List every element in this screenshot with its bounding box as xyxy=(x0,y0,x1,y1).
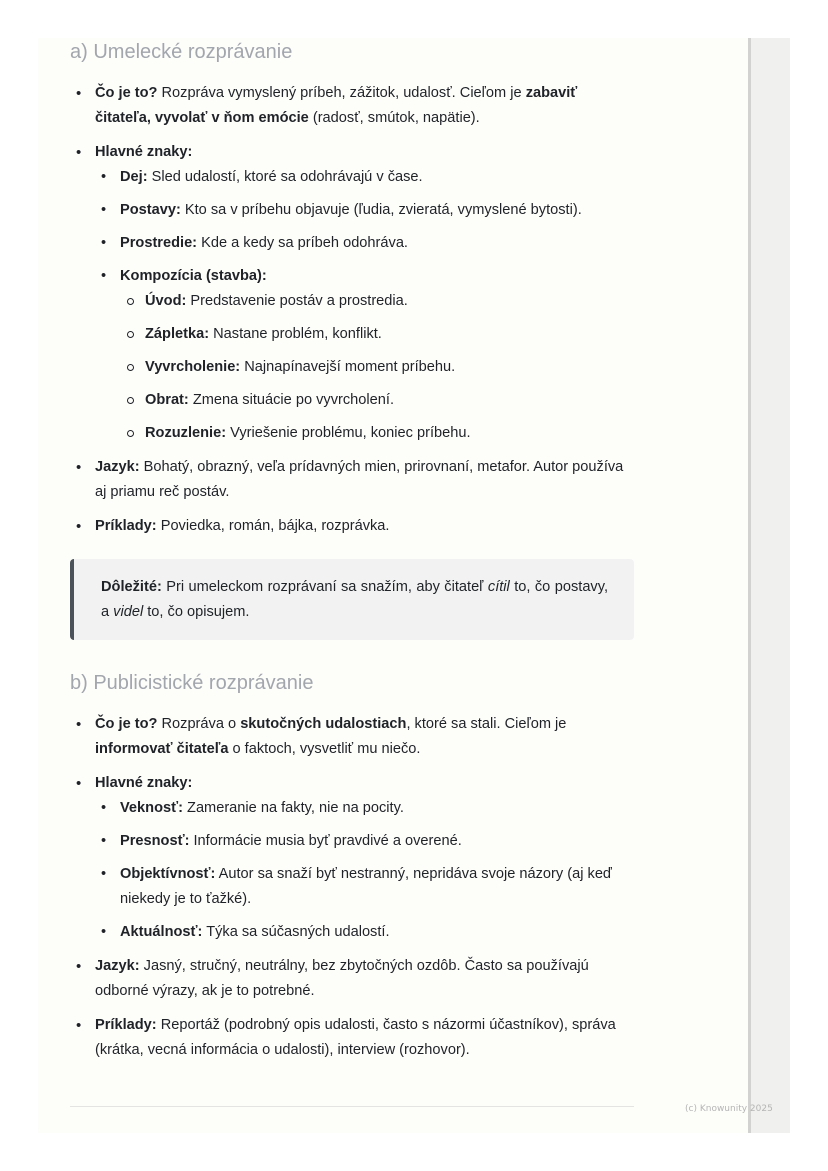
section-a-heading: a) Umelecké rozprávanie xyxy=(70,41,293,63)
bold-text: Dej: xyxy=(120,169,148,185)
important-callout xyxy=(70,559,634,640)
text: Týka sa súčasných udalostí. xyxy=(202,924,390,940)
text: Sled udalostí, ktoré sa odohrávajú v čase. xyxy=(147,169,423,185)
bold-text: skutočných udalostiach xyxy=(240,716,407,732)
text: Vyriešenie problému, koniec príbehu. xyxy=(226,425,471,441)
text: , ktoré sa stali. Cieľom je xyxy=(406,716,567,732)
text: Rozpráva vymyslený príbeh, zážitok, udalosť. Cieľom je xyxy=(157,85,526,101)
bold-text: Presnosť: xyxy=(120,833,190,849)
list-item xyxy=(70,771,634,945)
text: Kde a kedy sa príbeh odohráva. xyxy=(197,235,408,251)
text: Zameranie na fakty, nie na pocity. xyxy=(182,800,404,816)
bold-text: Dôležité: xyxy=(101,579,162,595)
list-item xyxy=(70,455,634,505)
list-item xyxy=(70,712,634,762)
list-item xyxy=(95,231,634,256)
nested-list xyxy=(120,289,634,446)
text: o faktoch, vysvetliť mu niečo. xyxy=(228,741,421,757)
list-item xyxy=(120,388,634,413)
list-item xyxy=(70,1013,634,1063)
text: to, čo opisujem. xyxy=(143,604,250,620)
list-item xyxy=(95,165,634,190)
text: Poviedka, román, bájka, rozprávka. xyxy=(156,518,390,534)
list-item xyxy=(95,796,634,821)
bold-text: Vyvrcholenie: xyxy=(145,359,241,375)
bold-text: zabaviť čitateľa, vyvolať v ňom emócie xyxy=(95,85,578,126)
text: Jasný, stručný, neutrálny, bez zbytočných ozdôb. Často sa používajú odborné výrazy, ak je to potrebné. xyxy=(95,958,589,999)
scrollbar-track[interactable] xyxy=(748,38,790,1133)
bold-text: Jazyk: xyxy=(95,459,140,475)
text: Najnapínavejší moment príbehu. xyxy=(240,359,456,375)
list-item xyxy=(95,198,634,223)
bold-text: Kompozícia (stavba): xyxy=(120,268,267,284)
copyright: (c) Knowunity 2025 xyxy=(685,1104,773,1114)
bold-text: Postavy: xyxy=(120,202,181,218)
text: Autor sa snaží byť nestranný, nepridáva svoje názory (aj keď niekedy je to ťažké). xyxy=(120,866,612,907)
text: Kto sa v príbehu objavuje (ľudia, zvieratá, vymyslené bytosti). xyxy=(180,202,582,218)
text: Nastane problém, konflikt. xyxy=(209,326,382,342)
text: Zmena situácie po vyvrcholení. xyxy=(188,392,394,408)
bold-text: Hlavné znaky: xyxy=(95,144,193,160)
list-item xyxy=(95,264,634,446)
text: Reportáž (podrobný opis udalosti, často s názormi účastníkov), správa (krátka, vecná informácia o udalosti), interview (rozhovor). xyxy=(95,1017,616,1058)
document-content xyxy=(70,38,634,1072)
footer-divider xyxy=(70,1106,634,1107)
italic-text: videl xyxy=(113,604,144,620)
bold-text: informovať čitateľa xyxy=(95,741,229,757)
text: (radosť, smútok, napätie). xyxy=(308,110,480,126)
text: Informácie musia byť pravdivé a overené. xyxy=(189,833,462,849)
list-item xyxy=(70,954,634,1004)
text: Pri umeleckom rozprávaní sa snažím, aby čitateľ xyxy=(161,579,488,595)
list-item xyxy=(120,421,634,446)
bold-text: Hlavné znaky: xyxy=(95,775,193,791)
text: Rozpráva o xyxy=(157,716,241,732)
bold-text: Veknosť: xyxy=(120,800,183,816)
list-item xyxy=(95,862,634,912)
bold-text: Jazyk: xyxy=(95,958,140,974)
bold-text: Príklady: xyxy=(95,518,157,534)
text: to, čo postavy, a xyxy=(101,579,608,620)
nested-list xyxy=(95,165,634,446)
list-item xyxy=(95,829,634,854)
italic-text: cítil xyxy=(487,579,510,595)
list-item xyxy=(70,514,634,539)
bold-text: Úvod: xyxy=(145,293,187,309)
bold-text: Zápletka: xyxy=(145,326,210,342)
bold-text: Rozuzlenie: xyxy=(145,425,227,441)
list-item xyxy=(120,355,634,380)
bold-text: Aktuálnosť: xyxy=(120,924,203,940)
bold-text: Príklady: xyxy=(95,1017,157,1033)
section-b-list xyxy=(70,712,634,1063)
text: Predstavenie postáv a prostredia. xyxy=(186,293,408,309)
bold-text: Čo je to? xyxy=(95,85,158,101)
bold-text: Prostredie: xyxy=(120,235,198,251)
bold-text: Obrat: xyxy=(145,392,189,408)
list-item xyxy=(70,81,634,131)
list-item xyxy=(70,140,634,446)
section-b-heading: b) Publicistické rozprávanie xyxy=(70,672,314,694)
section-a-list xyxy=(70,81,634,539)
list-item xyxy=(120,289,634,314)
bold-text: Čo je to? xyxy=(95,716,158,732)
nested-list xyxy=(95,796,634,945)
list-item xyxy=(95,920,634,945)
bold-text: Objektívnosť: xyxy=(120,866,216,882)
list-item xyxy=(120,322,634,347)
text: Bohatý, obrazný, veľa prídavných mien, prirovnaní, metafor. Autor používa aj priamu reč postáv. xyxy=(95,459,624,500)
